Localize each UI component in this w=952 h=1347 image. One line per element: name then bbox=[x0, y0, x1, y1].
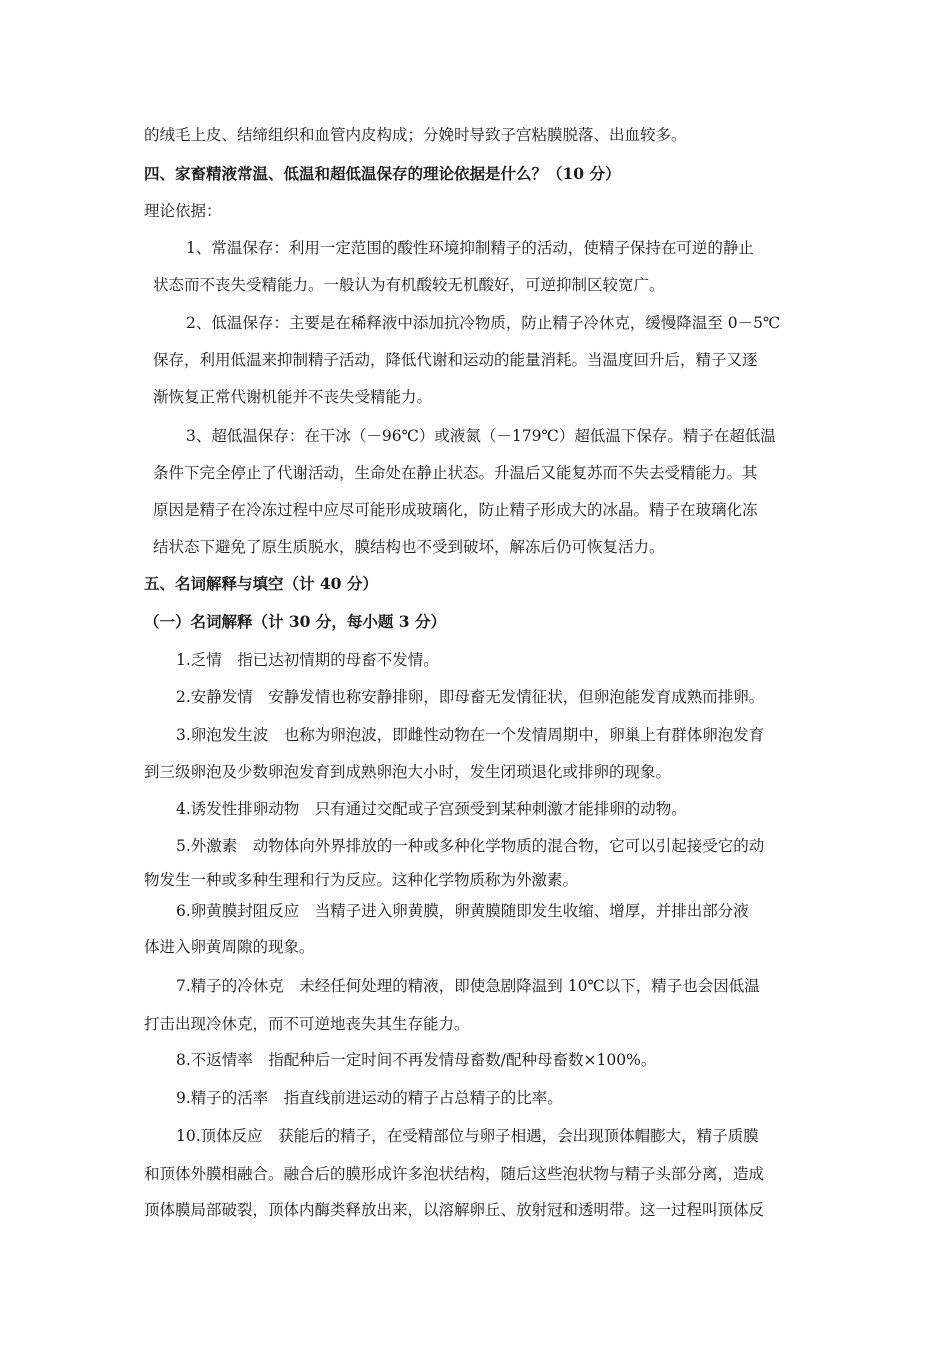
q4-item-1-line-1: 1、常温保存：利用一定范围的酸性环境抑制精子的活动，使精子保持在可逆的静止 bbox=[186, 239, 754, 257]
q4-item-1-line-2: 状态而不丧失受精能力。一般认为有机酸较无机酸好，可逆抑制区较宽广。 bbox=[153, 276, 665, 294]
term-3-line-2: 到三级卵泡及少数卵泡发育到成熟卵泡大小时，发生闭琐退化或排卵的现象。 bbox=[144, 763, 672, 781]
term-10-line-2: 和顶体外膜相融合。融合后的膜形成许多泡状结构，随后这些泡状物与精子头部分离，造成 bbox=[144, 1165, 765, 1183]
q4-item-3-line-4: 结状态下避免了原生质脱水，膜结构也不受到破坏，解冻后仍可恢复活力。 bbox=[153, 538, 665, 556]
term-6-line-2: 体进入卵黄周隙的现象。 bbox=[144, 938, 315, 956]
q4-item-3-line-3: 原因是精子在冷冻过程中应尽可能形成玻璃化，防止精子形成大的冰晶。精子在玻璃化冻 bbox=[153, 501, 758, 519]
term-3-line-1: 3.卵泡发生波 也称为卵泡波，即雌性动物在一个发情周期中，卵巢上有群体卵泡发育 bbox=[176, 726, 765, 744]
term-10-line-3: 顶体膜局部破裂，顶体内酶类释放出来，以溶解卵丘、放射冠和透明带。这一过程叫顶体反 bbox=[144, 1201, 765, 1219]
term-6-line-1: 6.卵黄膜封阻反应 当精子进入卵黄膜，卵黄膜随即发生收缩、增厚，并排出部分液 bbox=[176, 902, 749, 920]
term-5-line-1: 5.外激素 动物体向外界排放的一种或多种化学物质的混合物，它可以引起接受它的动 bbox=[176, 837, 765, 855]
paragraph-continuation: 的绒毛上皮、结缔组织和血管内皮构成；分娩时导致子宫粘膜脱落、出血较多。 bbox=[144, 126, 687, 144]
term-5-line-2: 物发生一种或多种生理和行为反应。这种化学物质称为外激素。 bbox=[144, 871, 579, 889]
q4-item-2-line-3: 渐恢复正常代谢机能并不丧失受精能力。 bbox=[153, 388, 433, 406]
term-4: 4.诱发性排卵动物 只有通过交配或子宫颈受到某种刺激才能排卵的动物。 bbox=[176, 800, 687, 818]
q4-item-3-line-1: 3、超低温保存：在干冰（－96℃）或液氮（－179℃）超低温下保存。精子在超低温 bbox=[186, 427, 776, 445]
term-7-line-2: 打击出现冷休克，而不可逆地丧失其生存能力。 bbox=[144, 1015, 470, 1033]
term-1: 1.乏情 指已达初情期的母畜不发情。 bbox=[176, 651, 439, 669]
q4-item-2-line-2: 保存，利用低温来抑制精子活动，降低代谢和运动的能量消耗。当温度回升后，精子又逐 bbox=[153, 351, 758, 369]
term-2: 2.安静发情 安静发情也称安静排卵，即母畜无发情征状，但卵泡能发育成熟而排卵。 bbox=[176, 688, 765, 706]
q5-subheading: （一）名词解释（计 30 分，每小题 3 分） bbox=[144, 612, 446, 631]
q4-item-3-line-2: 条件下完全停止了代谢活动，生命处在静止状态。升温后又能复苏而不失去受精能力。其 bbox=[153, 464, 758, 482]
question-5-heading: 五、名词解释与填空（计 40 分） bbox=[144, 574, 378, 593]
q4-item-2-line-1: 2、低温保存：主要是在稀释液中添加抗冷物质，防止精子冷休克，缓慢降温至 0－5℃ bbox=[186, 314, 781, 332]
term-7-line-1: 7.精子的冷休克 未经任何处理的精液，即使急剧降温到 10℃以下，精子也会因低温 bbox=[176, 977, 760, 995]
question-4-heading: 四、家畜精液常温、低温和超低温保存的理论依据是什么？（10 分） bbox=[144, 164, 621, 183]
term-8: 8.不返情率 指配种后一定时间不再发情母畜数/配种母畜数×100%。 bbox=[176, 1051, 657, 1069]
term-9: 9.精子的活率 指直线前进运动的精子占总精子的比率。 bbox=[176, 1089, 563, 1107]
term-10-line-1: 10.顶体反应 获能后的精子，在受精部位与卵子相遇，会出现顶体帽膨大，精子质膜 bbox=[176, 1127, 759, 1145]
q4-lead: 理论依据： bbox=[144, 202, 222, 220]
